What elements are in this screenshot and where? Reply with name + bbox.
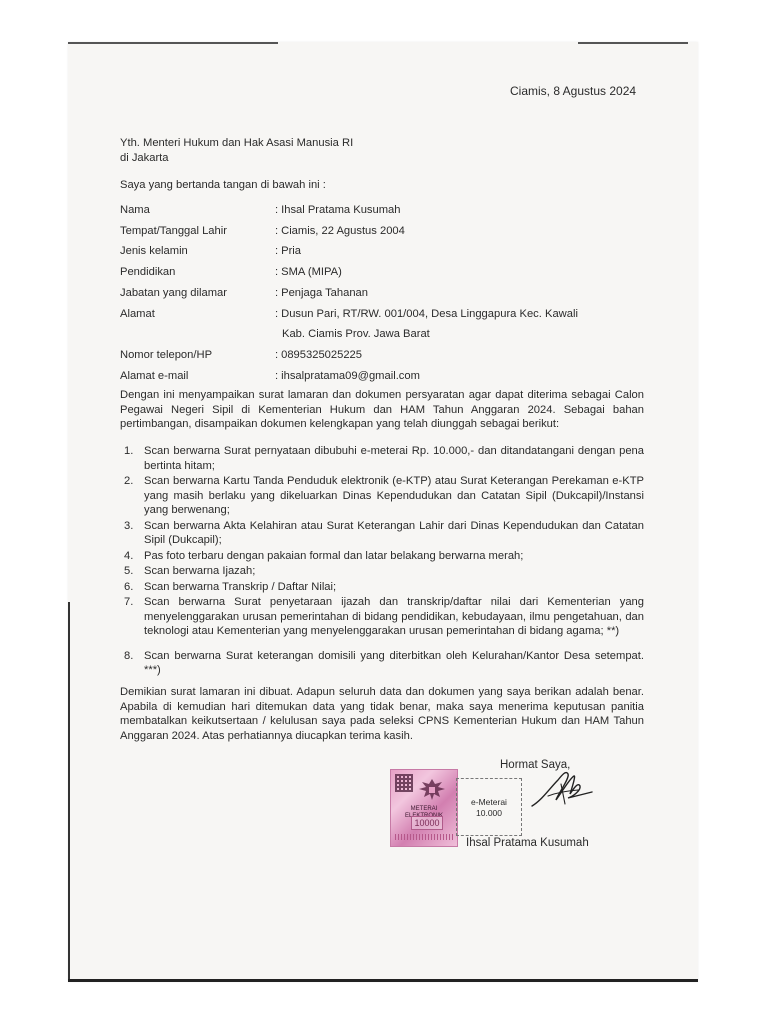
stamp-label: METERAI ELEKTRONIK (404, 806, 443, 819)
applicant-details (120, 200, 578, 386)
list-item: 4. Pas foto terbaru dengan pakaian formal dan latar belakang berwarna merah; (124, 549, 524, 562)
signer-name: Ihsal Pratama Kusumah (466, 837, 589, 849)
field-value: : Ciamis, 22 Agustus 2004 (275, 224, 405, 237)
recipient-line-2: di Jakarta (120, 151, 169, 164)
handwritten-signature (528, 766, 596, 814)
intro-line: Saya yang bertanda tangan di bawah ini : (120, 179, 326, 191)
meterai-label: e-Meterai (471, 797, 507, 807)
list-item: 1. Scan berwarna Surat pernyataan dibubuhi e-meterai Rp. 10.000,- dan ditandatangani dengan pena bertinta hitam; (124, 445, 644, 472)
stamp-microtext (395, 834, 453, 840)
list-item: 5. Scan berwarna Ijazah; (124, 565, 256, 577)
meterai-value: 10.000 (476, 808, 502, 818)
field-value: : 0895325025225 (275, 348, 362, 361)
field-label: Jabatan yang dilamar (120, 286, 227, 299)
field-row (120, 304, 578, 345)
letter-page (68, 42, 698, 982)
closing-paragraph: Demikian surat lamaran ini dibuat. Adapun seluruh data dan dokumen yang saya berikan adalah benar. Apabila di kemudian hari ditemukan data yang tidak benar, maka saya menerima keputusan panitia membatalkan keikutsertaan / kelulusan saya pada seleksi CPNS Kementerian Hukum dan HAM Tahun Anggaran 2024. Atas perhatiannya diucapkan terima kasih. (120, 686, 644, 742)
list-item: 6. Scan berwarna Transkrip / Daftar Nilai; (124, 580, 337, 593)
field-value: : Penjaga Tahanan (275, 286, 368, 299)
field-value: : Ihsal Pratama Kusumah (275, 204, 401, 216)
field-value: : ihsalpratama09@gmail.com (275, 369, 420, 382)
field-row (120, 366, 578, 387)
closing-salutation: Hormat Saya, (500, 759, 571, 771)
field-row (120, 200, 578, 221)
list-item: 2. Scan berwarna Kartu Tanda Penduduk elektronik (e-KTP) atau Surat Keterangan Perekaman e-KTP yang masih berlaku yang dikeluarkan Dinas Kependudukan dan Catatan Sipil (Dukcapil)/Instansi yang berwenang; (124, 475, 644, 516)
list-item: 8. Scan berwarna Surat keterangan domisili yang diterbitkan oleh Kelurahan/Kantor Desa setempat. ***) (124, 649, 644, 676)
list-item: 3. Scan berwarna Akta Kelahiran atau Surat Keterangan Lahir dari Dinas Kependudukan dan Catatan Sipil (Dukcapil); (124, 519, 644, 546)
field-row (120, 283, 578, 304)
field-label: Alamat (120, 307, 155, 320)
field-value: : Dusun Pari, RT/RW. 001/004, Desa Linggapura Kec. Kawali Kab. Ciamis Prov. Jawa Barat (275, 307, 578, 341)
field-value: : SMA (MIPA) (275, 266, 342, 279)
paper-edge-top-right (578, 42, 688, 44)
requirements-list (120, 444, 644, 679)
field-row (120, 221, 578, 242)
paper-edge-left (68, 602, 70, 982)
field-label: Pendidikan (120, 266, 176, 279)
e-meterai-stamp (390, 769, 458, 847)
garuda-emblem-icon (415, 776, 449, 802)
place-date: Ciamis, 8 Agustus 2024 (510, 84, 637, 98)
list-item: 7. Scan berwarna Surat penyetaraan ijazah dan transkrip/daftar nilai dari Kementerian yang menyelenggarakan urusan pemerintahan di bidang pendidikan, kebudayaan, ilmu pengetahuan, dan teknologi atau Kementerian yang menyelenggarakan urusan pemerintahan di bidang agama; **) (124, 596, 644, 637)
field-label: Alamat e-mail (120, 369, 189, 382)
field-row (120, 262, 578, 283)
opening-paragraph: Dengan ini menyampaikan surat lamaran dan dokumen persyaratan agar dapat diterima sebagai Calon Pegawai Negeri Sipil di Kementerian Hukum dan HAM Tahun Anggaran 2024. Sebagai bahan pertimbangan, disampaikan dokumen kelengkapan yang telah diunggah sebagai berikut: (120, 389, 644, 430)
field-label: Nomor telepon/HP (120, 348, 213, 361)
e-meterai-placeholder (456, 778, 522, 836)
qr-code-icon (395, 774, 413, 792)
field-row (120, 241, 578, 262)
field-row (120, 345, 578, 366)
paper-edge-top-left (68, 42, 278, 44)
recipient-line-1: Yth. Menteri Hukum dan Hak Asasi Manusia RI (120, 137, 354, 149)
field-label: Nama (120, 204, 150, 216)
stamp-value: 10000 (411, 816, 443, 830)
recipient-block (120, 136, 353, 165)
field-value: : Pria (275, 245, 302, 258)
field-label: Tempat/Tanggal Lahir (120, 224, 227, 237)
field-label: Jenis kelamin (120, 245, 188, 258)
paper-edge-bottom (68, 979, 698, 982)
address-line-2: Kab. Ciamis Prov. Jawa Barat (282, 328, 430, 341)
